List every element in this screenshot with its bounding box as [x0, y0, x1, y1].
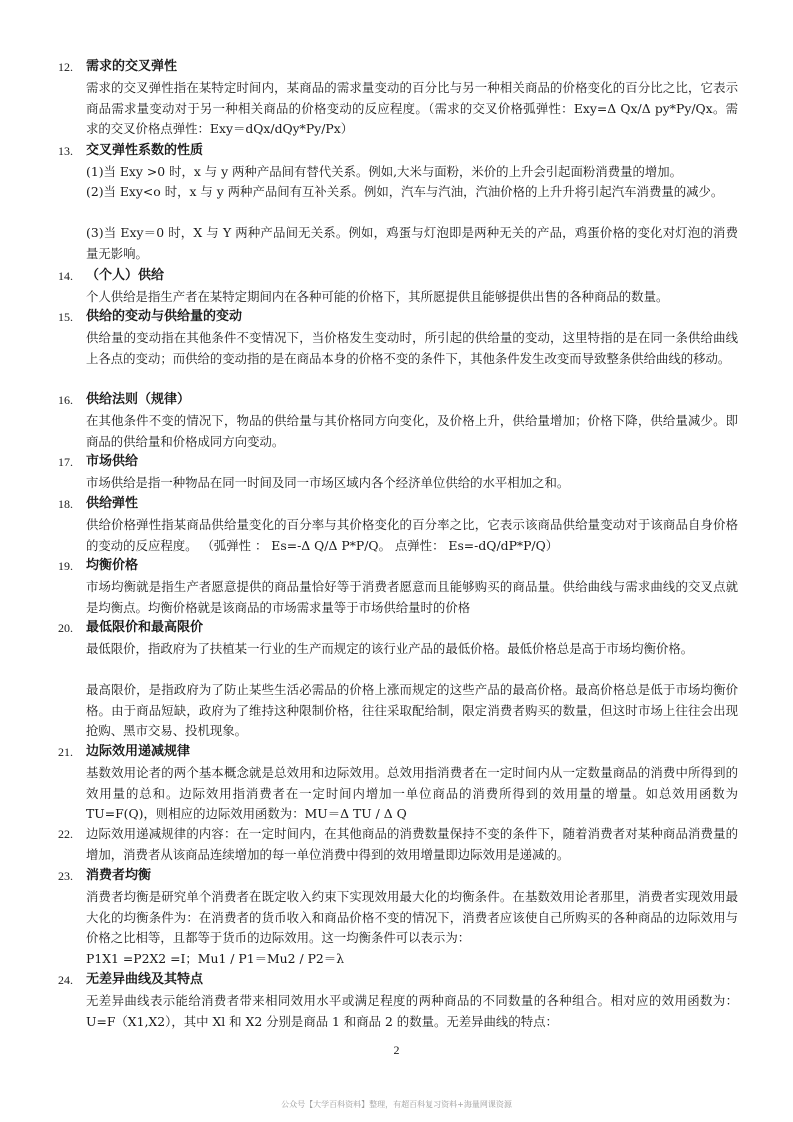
entry-heading: 供给弹性 [86, 496, 139, 511]
entry-number: 16. [58, 393, 73, 407]
entry-paragraph: (1)当 Exy >0 时，x 与 y 两种产品间有替代关系。例如,大米与面粉，米价的上升会引起面粉消费量的增加。 [86, 164, 683, 179]
entry-paragraph: 最高限价，是指政府为了防止某些生活必需品的价格上涨而规定的这些产品的最高价格。最高价格总是低于市场均衡价格。由于商品短缺，政府为了维持这种限制价格，往往采取配给制，限定消费者购买的数量，但这时市场上往往会出现抢购、黑市交易、投机现象。 [86, 682, 738, 739]
entry-paragraph: 消费者均衡是研究单个消费者在既定收入约束下实现效用最大化的均衡条件。在基数效用论者那里，消费者实现效用最大化的均衡条件为：在消费者的货币收入和商品价格不变的情况下，消费者应该使自己所购买的各种商品的边际效用与价格之比相等，且都等于货币的边际效用。这一均衡条件可以表示为： [86, 889, 738, 946]
entry-paragraph: 供给量的变动指在其他条件不变情况下，当价格发生变动时，所引起的供给量的变动，这里特指的是在同一条供给曲线上各点的变动；而供给的变动指的是在商品本身的价格不变的条件下，其他条件发生改变而导致整条供给曲线的移动。 [86, 330, 738, 366]
entry-heading: 供给法则（规律） [86, 392, 191, 407]
entry-paragraph: 在其他条件不变的情况下，物品的供给量与其价格同方向变化，及价格上升，供给量增加；价格下降，供给量减少。即商品的供给量和价格成同方向变动。 [86, 413, 738, 449]
entry-heading: 均衡价格 [86, 558, 139, 573]
entry-heading: 市场供给 [86, 454, 139, 469]
entry-heading: （个人）供给 [86, 268, 165, 283]
entry-number: 13. [58, 144, 73, 158]
entry-paragraph: 边际效用递减规律的内容：在一定时间内，在其他商品的消费数量保持不变的条件下，随着消费者对某种商品消费量的增加，消费者从该商品连续增加的每一单位消费中得到的效用增量即边际效用是递减的。 [86, 826, 738, 862]
entry-paragraph: 个人供给是指生产者在某特定期间内在各种可能的价格下，其所愿提供且能够提供出售的各种商品的数量。 [86, 289, 669, 304]
entry-paragraph: 市场均衡就是指生产者愿意提供的商品量恰好等于消费者愿意而且能够购买的商品量。供给曲线与需求曲线的交叉点就是均衡点。均衡价格就是该商品的市场需求量等于市场供给量时的价格 [86, 579, 738, 615]
entry-paragraph: (3)当 Exy＝0 时，X 与 Y 两种产品间无关系。例如，鸡蛋与灯泡即是两种无关的产品，鸡蛋价格的变化对灯泡的消费量无影响。 [86, 225, 738, 261]
entry-heading: 消费者均衡 [86, 868, 152, 883]
entry-paragraph: 供给价格弹性指某商品供给量变化的百分率与其价格变化的百分率之比，它表示该商品供给量变动对于该商品自身价格的变动的反应程度。 （弧弹性 ： Es=-Δ Q/Δ P*P/Q。 点弹性： Es=-dQ/dP*P/Q） [86, 517, 738, 553]
entry-number: 14. [58, 269, 73, 283]
entry-paragraph: 市场供给是指一种物品在同一时间及同一市场区域内各个经济单位供给的水平相加之和。 [86, 475, 570, 490]
entry-paragraph: 基数效用论者的两个基本概念就是总效用和边际效用。总效用指消费者在一定时间内从一定数量商品的消费中所得到的效用量的总和。边际效用指消费者在一定时间内增加一单位商品的消费所得到的效用量的增量。如总效用函数为 TU=F(Q)，则相应的边际效用函数为：MU＝Δ TU / Δ Q [86, 765, 738, 822]
entry-number: 24. [58, 973, 73, 987]
entry-heading: 边际效用递减规律 [86, 744, 191, 759]
entry-heading: 无差异曲线及其特点 [86, 972, 204, 987]
entry-number: 15. [58, 310, 73, 324]
entry-number: 22. [58, 827, 73, 841]
entry-number: 23. [58, 869, 73, 883]
entry-number: 19. [58, 559, 73, 573]
entry-paragraph: P1X1 =P2X2 =I；Mu1 / P1＝Mu2 / P2＝λ [86, 951, 345, 966]
entry-heading: 交叉弹性系数的性质 [86, 143, 204, 158]
entry-number: 18. [58, 497, 73, 511]
entry-paragraph: 无差异曲线表示能给消费者带来相同效用水平或满足程度的两种商品的不同数量的各种组合。相对应的效用函数为：U=F（X1,X2），其中 Xl 和 X2 分别是商品 1 和商品 2 的数量。无差异曲线的特点： [86, 993, 738, 1029]
footer-note: 公众号【大学百科资料】整理，有超百科复习资料+海量网课资源 [281, 1100, 512, 1109]
entry-heading: 最低限价和最高限价 [86, 620, 204, 635]
entry-paragraph: 需求的交叉弹性指在某特定时间内，某商品的需求量变动的百分比与另一种相关商品的价格变化的百分比之比，它表示商品需求量变动对于另一种相关商品的价格变动的反应程度。（需求的交叉价格弧弹性：Exy=Δ Qx/Δ py*Py/Qx。需求的交叉价格点弹性：Exy＝dQx/dQy*Py/Px） [86, 80, 738, 137]
entry-heading: 供给的变动与供给量的变动 [86, 309, 243, 324]
entry-number: 17. [58, 455, 73, 469]
entry-paragraph: 最低限价，指政府为了扶植某一行业的生产而规定的该行业产品的最低价格。最低价格总是高于市场均衡价格。 [86, 641, 694, 656]
entry-number: 12. [58, 60, 73, 74]
entry-number: 21. [58, 745, 73, 759]
entry-number: 20. [58, 621, 73, 635]
page-number: 2 [393, 1043, 400, 1057]
entry-paragraph: (2)当 Exy<o 时，x 与 y 两种产品间有互补关系。例如，汽车与汽油，汽油价格的上升升将引起汽车消费量的减少。 [86, 184, 724, 199]
entry-heading: 需求的交叉弹性 [86, 59, 178, 74]
